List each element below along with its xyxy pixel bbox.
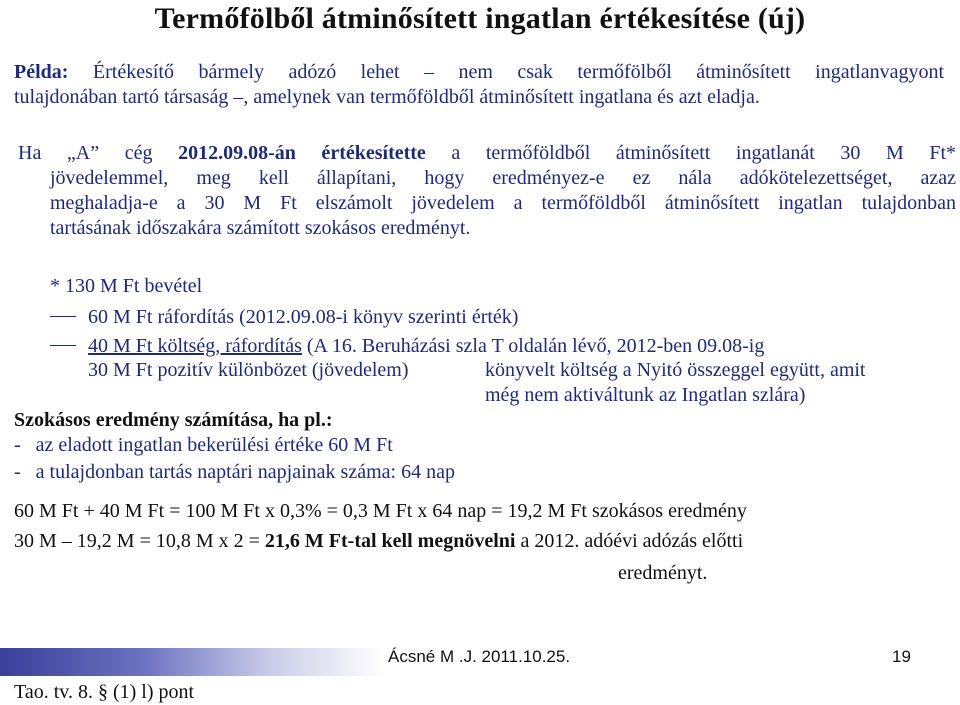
result-highlight: 21,6 M Ft-tal kell megnövelni	[264, 530, 516, 552]
example-line-2: tulajdonában tartó társaság –, amelynek van termőföldből átminősített ingatlana és azt eladja.	[14, 86, 760, 108]
example-text-1: Értékesítő bármely adózó lehet – nem csak termőfölből átminősített ingatlanvagyont	[92, 61, 945, 83]
calc-note-1: könyvelt költség a Nyitó összeggel együtt, amit	[485, 359, 866, 381]
normal-item-1: - az eladott ingatlan bekerülési értéke 60 M Ft	[14, 434, 393, 456]
minus-sign	[50, 345, 76, 347]
example-label: Példa:	[14, 61, 69, 83]
calc-cost-2	[50, 334, 764, 359]
page-title: Termőfölből átminősített ingatlan értékesítése (új)	[154, 2, 806, 35]
normal-heading: Szokásos eredmény számítása, ha pl.:	[14, 409, 333, 431]
case-continuation	[50, 166, 956, 241]
case-text-1b: a termőföldből átminősített ingatlanát 30 M Ft*	[451, 142, 957, 164]
calc-difference: 30 M Ft pozitív különbözet (jövedelem)	[88, 359, 409, 381]
normal-item-2: - a tulajdonban tartás naptári napjainak száma: 64 nap	[14, 461, 455, 483]
example-line-1	[14, 60, 944, 85]
footer-page-number: 19	[892, 647, 911, 666]
case-line-3: meghaladja-e a 30 M Ft elszámolt jövedelem a termőföldből átminősített ingatlan tulajdonban	[50, 192, 956, 214]
result-line-1: 60 M Ft + 40 M Ft = 100 M Ft x 0,3% = 0,3 M Ft x 64 nap = 19,2 M Ft szokásos eredmény	[14, 500, 747, 522]
footer-author: Ácsné M .J. 2011.10.25.	[388, 647, 571, 666]
calc-revenue: * 130 M Ft bevétel	[50, 275, 203, 297]
calc-cost-2-underlined: 40 M Ft költség, ráfordítás	[88, 335, 302, 357]
minus-sign	[50, 316, 76, 318]
result-line-2	[14, 529, 743, 554]
case-line-1	[18, 141, 956, 166]
calc-cost-2-rest: (A 16. Beruházási szla T oldalán lévő, 2012-ben 09.08-ig	[301, 335, 765, 357]
case-text-1a: Ha „A” cég	[18, 142, 153, 164]
case-line-4: tartásának időszakára számított szokásos eredményt.	[50, 217, 471, 239]
calc-note-2: még nem aktiváltunk az Ingatlan szlára)	[485, 384, 806, 406]
result-line-2b: a 2012. adóévi adózás előtti	[515, 530, 744, 552]
calc-cost-1-text: 60 M Ft ráfordítás (2012.09.08-i könyv szerinti érték)	[88, 306, 519, 328]
case-paragraph	[18, 141, 956, 166]
result-line-2a: 30 M – 19,2 M = 10,8 M x 2 =	[14, 530, 265, 552]
example-paragraph	[14, 60, 944, 110]
case-line-2: jövedelemmel, meg kell állapítani, hogy eredményez-e ez nála adókötelezettséget, azaz	[50, 167, 956, 189]
footer-legal-reference: Tao. tv. 8. § (1) l) pont	[14, 681, 195, 703]
result-line-3: eredményt.	[618, 562, 708, 584]
case-date: 2012.09.08-án értékesítette	[178, 142, 426, 164]
calc-cost-1	[50, 305, 518, 330]
